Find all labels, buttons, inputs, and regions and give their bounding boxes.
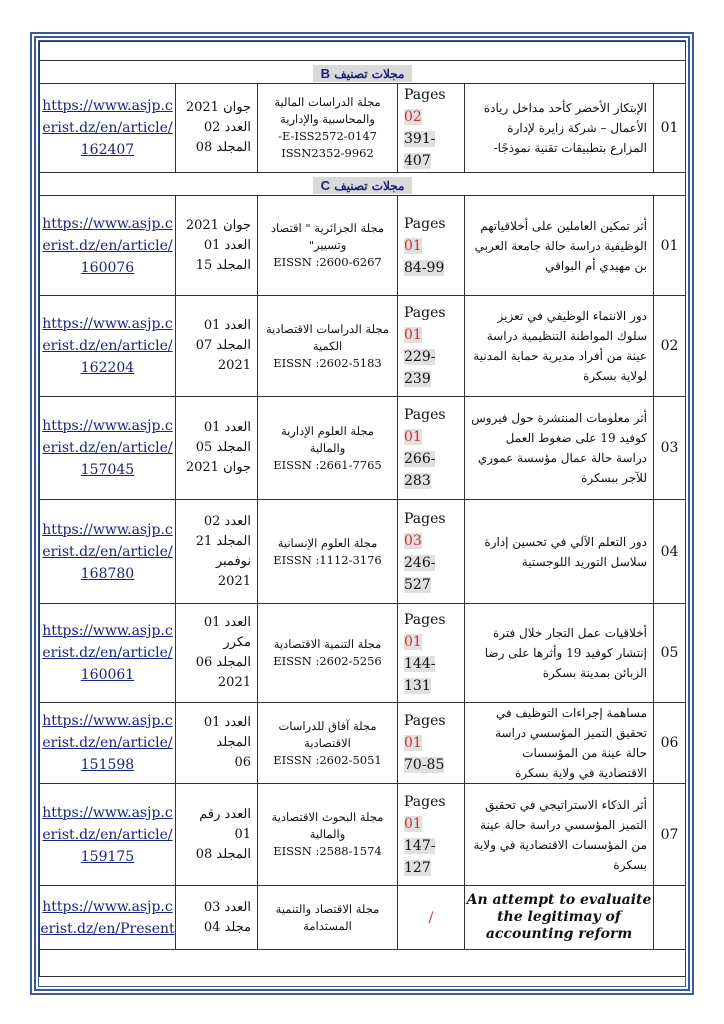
issue-number: 02 (404, 109, 422, 125)
pages-label: Pages (404, 407, 446, 423)
page-range: 246-527 (404, 554, 436, 593)
pages-cell (398, 500, 465, 604)
date-cell-line: 06 (234, 755, 251, 770)
table-row (40, 296, 686, 397)
date-cell-line: العدد 01 (203, 237, 251, 253)
issue-number: 01 (404, 429, 422, 445)
date-cell (176, 604, 258, 703)
table-row (40, 703, 686, 784)
journal-cell-line: ISSN2352-9962 (281, 146, 374, 160)
url-cell (40, 84, 176, 173)
journal-cell-line: E-ISS2572-0147- (278, 129, 377, 143)
journal-cell (258, 784, 398, 886)
article-link[interactable]: https://www.asjp.cerist.dz/en/article/162204 (42, 316, 173, 376)
journal-cell-line: مجلة آفاق للدراسات الاقتصادية (278, 718, 377, 750)
journal-cell (258, 703, 398, 784)
journal-cell-line: EISSN :2661-7765 (273, 457, 382, 472)
pages-cell (398, 604, 465, 703)
article-link[interactable]: https://www.asjp.cerist.dz/en/Present (40, 898, 175, 937)
pages-label: Pages (404, 87, 446, 103)
date-cell (176, 784, 258, 886)
row-number (654, 886, 686, 950)
date-cell-line: العدد 02 (203, 120, 251, 135)
journal-cell-line: مجلة العلوم الإدارية والمالية (281, 423, 374, 455)
table-row (40, 397, 686, 500)
pages-cell: / (398, 886, 465, 950)
journal-cell-line: مجلة العلوم الإنسانية (277, 535, 378, 550)
journal-cell-line: مجلة التنمية الاقتصادية (273, 637, 382, 651)
date-cell-line: العدد 01 (203, 318, 251, 333)
empty-bottom-row (40, 950, 686, 977)
date-cell-line: المجلد 15 (195, 257, 251, 273)
date-cell-line: العدد رقم 01 (199, 806, 251, 842)
article-title: An attempt to evaluaite the legitimay of accounting reform (465, 886, 654, 950)
date-cell-line: العدد 03 (203, 899, 251, 915)
date-cell (176, 397, 258, 500)
date-cell-line: المجلد 21 (195, 533, 251, 549)
table-row (40, 604, 686, 703)
row-number: 02 (654, 296, 686, 397)
table-row (40, 784, 686, 886)
date-cell-line: مجلد 04 (203, 919, 251, 935)
article-title: دور الانتماء الوظيفي في تعزيز سلوك المواطنة التنظيمية دراسة عينة من أفراد مديرية حماية المدنية لولاية بسكرة (465, 296, 654, 397)
issue-number: 01 (404, 815, 422, 832)
date-cell-line: العدد 01 (203, 420, 251, 435)
category-c-header (40, 173, 686, 196)
date-cell-line: العدد 02 (203, 513, 251, 529)
journal-cell (258, 196, 398, 296)
row-number: 05 (654, 604, 686, 703)
page-range: 147-127 (404, 837, 436, 876)
journal-cell-line: EISSN :2602-5051 (273, 752, 382, 767)
publications-table (39, 41, 686, 977)
date-cell (176, 500, 258, 604)
article-link[interactable]: https://www.asjp.cerist.dz/en/article/151598 (42, 713, 173, 773)
article-title: أثر تمكين العاملين على أخلاقياتهم الوظيفية دراسة حالة جامعة العربي بن مهيدي أم البواقي (465, 196, 654, 296)
empty-top-row (40, 42, 686, 61)
issue-number: 03 (404, 532, 422, 549)
issue-number: 01 (404, 327, 422, 343)
page-range: 70-85 (404, 757, 445, 773)
article-link[interactable]: https://www.asjp.cerist.dz/en/article/160076 (42, 215, 173, 276)
row-number: 03 (654, 397, 686, 500)
url-cell (40, 886, 176, 950)
row-number: 01 (654, 196, 686, 296)
url-cell (40, 196, 176, 296)
article-title: دور التعلم الآلي في تحسين إدارة سلاسل التوريد اللوجستية (465, 500, 654, 604)
row-number: 07 (654, 784, 686, 886)
date-cell-line: جوان 2021 (185, 217, 251, 233)
table-row (40, 84, 686, 173)
journal-cell (258, 886, 398, 950)
issue-number: 01 (404, 634, 422, 650)
journal-cell-line: EISSN :2602-5183 (273, 355, 382, 370)
date-cell-line: المجلد 08 (195, 846, 251, 862)
journal-cell (258, 397, 398, 500)
article-title: الإبتكار الأخضر كأحد مداخل ريادة الأعمال – شركة زايرة لإدارة المزارع بتطبيقات تقنية نموذجًا- (465, 84, 654, 173)
table-row (40, 196, 686, 296)
journal-cell (258, 500, 398, 604)
pages-label: Pages (404, 305, 446, 321)
pages-cell (398, 84, 465, 173)
journal-cell (258, 604, 398, 703)
date-cell-line: العدد 01 المجلد (203, 715, 251, 750)
table-row (40, 500, 686, 604)
date-cell (176, 84, 258, 173)
article-link[interactable]: https://www.asjp.cerist.dz/en/article/168780 (42, 521, 173, 582)
row-number: 01 (654, 84, 686, 173)
url-cell (40, 604, 176, 703)
journal-cell (258, 296, 398, 397)
url-cell (40, 784, 176, 886)
article-link[interactable]: https://www.asjp.cerist.dz/en/article/157045 (42, 418, 173, 478)
pages-label: Pages (404, 713, 446, 729)
pages-label: Pages (404, 215, 446, 232)
journal-cell-line: مجلة الجزائرية " اقتصاد وتسيير" (270, 221, 385, 252)
journal-cell-line: EISSN :2600-6267 (273, 255, 382, 269)
date-cell-line: جوان 2021 (185, 100, 251, 115)
url-cell (40, 296, 176, 397)
journal-cell-line: مجلة البحوث الاقتصادية والمالية (271, 810, 384, 841)
date-cell-line: 2021 (217, 358, 251, 373)
pages-label: Pages (404, 793, 446, 810)
page-range: 144-131 (404, 656, 436, 694)
journal-cell-line: المستدامة (303, 918, 352, 933)
date-cell (176, 296, 258, 397)
pages-label: Pages (404, 612, 446, 628)
journal-cell-line: EISSN :2602-5256 (273, 654, 382, 668)
url-cell (40, 703, 176, 784)
date-cell (176, 886, 258, 950)
row-number: 04 (654, 500, 686, 604)
page-range: 266-283 (404, 451, 436, 489)
date-cell (176, 703, 258, 784)
article-link[interactable]: https://www.asjp.cerist.dz/en/article/160061 (42, 623, 173, 683)
pages-label: Pages (404, 510, 446, 527)
date-cell-line: المجلد 05 (195, 440, 251, 455)
journal-cell-line: EISSN :2588-1574 (273, 844, 382, 858)
article-title: أثر الذكاء الاستراتيجي في تحقيق التميز المؤسسي دراسة حالة عينة من المؤسسات الاقتصادية في ولاية بسكرة (465, 784, 654, 886)
page-range: 229-239 (404, 349, 436, 387)
category-b-label: مجلات تصنيف B (313, 65, 413, 82)
journal-cell-line: EISSN :1112-3176 (273, 552, 382, 567)
page-range: 84-99 (404, 259, 445, 276)
date-cell-line: نوفمبر 2021 (215, 553, 251, 589)
url-cell (40, 500, 176, 604)
pages-cell (398, 196, 465, 296)
page-range: 391-407 (404, 131, 436, 169)
article-title: مساهمة إجراءات التوظيف في تحقيق التميز المؤسسي دراسة حالة عينة من المؤسسات الاقتصادية في ولاية بسكرة (465, 703, 654, 784)
journal-cell (258, 84, 398, 173)
journal-cell-line: مجلة الدراسات المالية والمحاسبية والإدارية (274, 95, 381, 126)
journal-cell-line: مجلة الدراسات الاقتصادية الكمية (265, 321, 389, 353)
pages-cell (398, 784, 465, 886)
date-cell-line: المجلد 08 (195, 140, 251, 155)
journal-cell-line: مجلة الاقتصاد والتنمية (275, 901, 380, 916)
pages-cell (398, 397, 465, 500)
date-cell-line: 2021 (217, 675, 251, 690)
date-cell (176, 196, 258, 296)
article-title: أخلاقيات عمل التجار خلال فترة إنتشار كوفيد 19 وأثرها على رضا الزبائن بمدينة بسكرة (465, 604, 654, 703)
row-number: 06 (654, 703, 686, 784)
category-b-header (40, 61, 686, 84)
date-cell-line: مكرر (223, 635, 251, 650)
category-c-label: مجلات تصنيف C (313, 177, 413, 194)
date-cell-line: العدد 01 (203, 615, 251, 630)
date-cell-line: جوان 2021 (185, 460, 251, 475)
date-cell-line: المجلد 06 (195, 655, 251, 670)
table-row-last (40, 886, 686, 950)
article-title: أثر معلومات المنتشرة حول فيروس كوفيد 19 على ضغوط العمل دراسة حالة عمال مؤسسة عموري للآجر ببسكرة (465, 397, 654, 500)
issue-number: 01 (404, 237, 422, 254)
pages-cell (398, 296, 465, 397)
date-cell-line: المجلد 07 (195, 338, 251, 353)
pages-cell (398, 703, 465, 784)
article-link[interactable]: https://www.asjp.cerist.dz/en/article/162407 (42, 98, 173, 158)
article-link[interactable]: https://www.asjp.cerist.dz/en/article/159175 (42, 804, 173, 865)
url-cell (40, 397, 176, 500)
issue-number: 01 (404, 735, 422, 751)
